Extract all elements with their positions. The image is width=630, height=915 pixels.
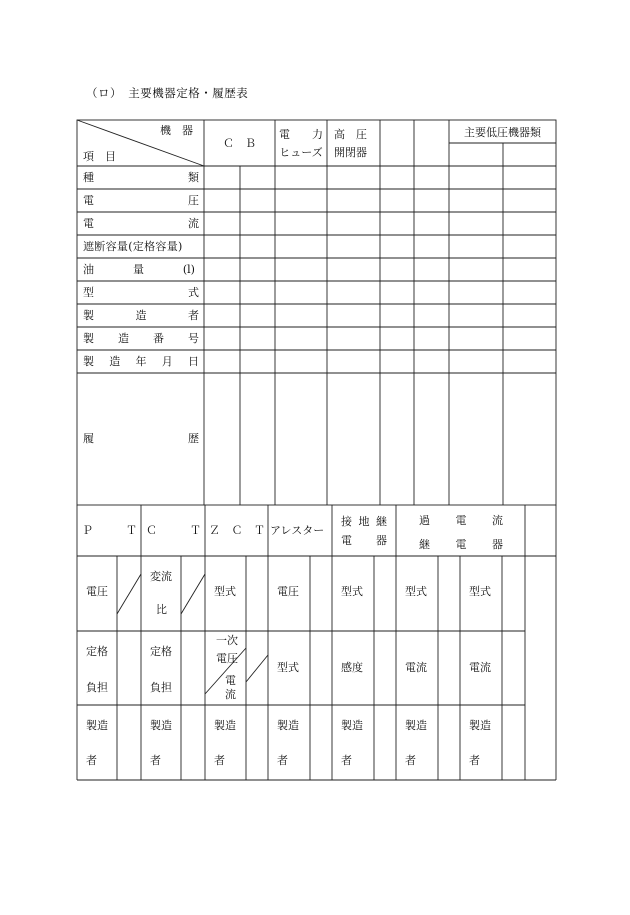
maker-label-oc-relay-1a: 製造 <box>405 719 427 732</box>
header-overcurrent-relay-line1: 過 電 流 <box>419 514 503 527</box>
header-pt: Ｐ Ｔ <box>82 524 137 537</box>
header-power-fuse-line1: 電 力 <box>279 128 323 141</box>
maker-label-ct-2: 者 <box>150 754 161 767</box>
pt-burden-label: 負担 <box>86 681 108 694</box>
header-overcurrent-relay-line2: 継 電 器 <box>419 538 503 551</box>
row-label-breaking-capacity: 遮断容量(定格容量) <box>83 240 183 253</box>
header-low-voltage-equipment: 主要低圧機器類 <box>464 126 541 139</box>
maker-label-ct-1: 製造 <box>150 719 172 732</box>
arrester-voltage-label: 電圧 <box>277 585 299 598</box>
row-label-oil-volume: 油 量 (l) <box>83 263 195 276</box>
overcurrent-relay-type-label-2: 型式 <box>469 585 491 598</box>
zct-primary-label-1: 一次 <box>216 634 238 647</box>
header-arrester: アレスター <box>270 524 325 537</box>
header-ct: Ｃ Ｔ <box>146 524 201 537</box>
corner-header-equipment: 機 器 <box>160 124 193 137</box>
row-label-manufacturer: 製 造 者 <box>83 309 199 322</box>
row-label-serial-number: 製 造 番 号 <box>83 332 199 345</box>
header-ground-relay-line1: 接 地 継 <box>341 515 387 528</box>
maker-label-pt-2: 者 <box>86 754 97 767</box>
maker-label-arrester-2: 者 <box>277 754 288 767</box>
maker-label-oc-relay-2a: 製造 <box>469 719 491 732</box>
zct-current-label-2: 流 <box>225 688 236 701</box>
page-title: （ロ） 主要機器定格・履歴表 <box>86 86 249 100</box>
maker-label-arrester-1: 製造 <box>277 719 299 732</box>
row-label-history: 履 歴 <box>83 432 199 445</box>
ct-ratio-label-2: 比 <box>156 603 167 616</box>
pt-voltage-label: 電圧 <box>86 585 108 598</box>
overcurrent-relay-current-label-1: 電流 <box>405 661 427 674</box>
arrester-type-label: 型式 <box>277 661 299 674</box>
maker-label-ground-relay-1: 製造 <box>341 719 363 732</box>
ct-ratio-label-1: 変流 <box>150 570 172 583</box>
overcurrent-relay-type-label-1: 型式 <box>405 585 427 598</box>
maker-label-zct-2: 者 <box>214 754 225 767</box>
maker-label-oc-relay-2b: 者 <box>469 754 480 767</box>
row-label-voltage: 電 圧 <box>83 194 199 207</box>
header-power-fuse-line2: ヒューズ <box>279 146 323 159</box>
ct-rated-label: 定格 <box>150 645 172 658</box>
zct-primary-label-2: 電圧 <box>216 652 238 665</box>
corner-header-item: 項 目 <box>83 150 116 163</box>
ground-relay-type-label: 型式 <box>341 585 363 598</box>
maker-label-zct-1: 製造 <box>214 719 236 732</box>
overcurrent-relay-current-label-2: 電流 <box>469 661 491 674</box>
header-zct: Ｚ Ｃ Ｔ <box>209 524 265 537</box>
header-hv-switch-line1: 高 圧 <box>334 128 367 141</box>
header-hv-switch-line2: 開閉器 <box>334 146 367 159</box>
pt-rated-label: 定格 <box>86 645 108 658</box>
ct-burden-label: 負担 <box>150 681 172 694</box>
row-label-current: 電 流 <box>83 217 199 230</box>
zct-current-label-1: 電 <box>225 674 236 687</box>
row-label-manufacture-date: 製 造 年 月 日 <box>83 355 199 368</box>
row-label-model: 型 式 <box>83 286 199 299</box>
maker-label-pt-1: 製造 <box>86 719 108 732</box>
maker-label-oc-relay-1b: 者 <box>405 754 416 767</box>
zct-type-label: 型式 <box>214 585 236 598</box>
maker-label-ground-relay-2: 者 <box>341 754 352 767</box>
header-ground-relay-line2: 電 器 <box>341 534 387 547</box>
header-cb: Ｃ Ｂ <box>223 137 256 150</box>
ground-relay-sensitivity-label: 感度 <box>341 661 363 674</box>
row-label-type-kind: 種 類 <box>83 171 199 184</box>
